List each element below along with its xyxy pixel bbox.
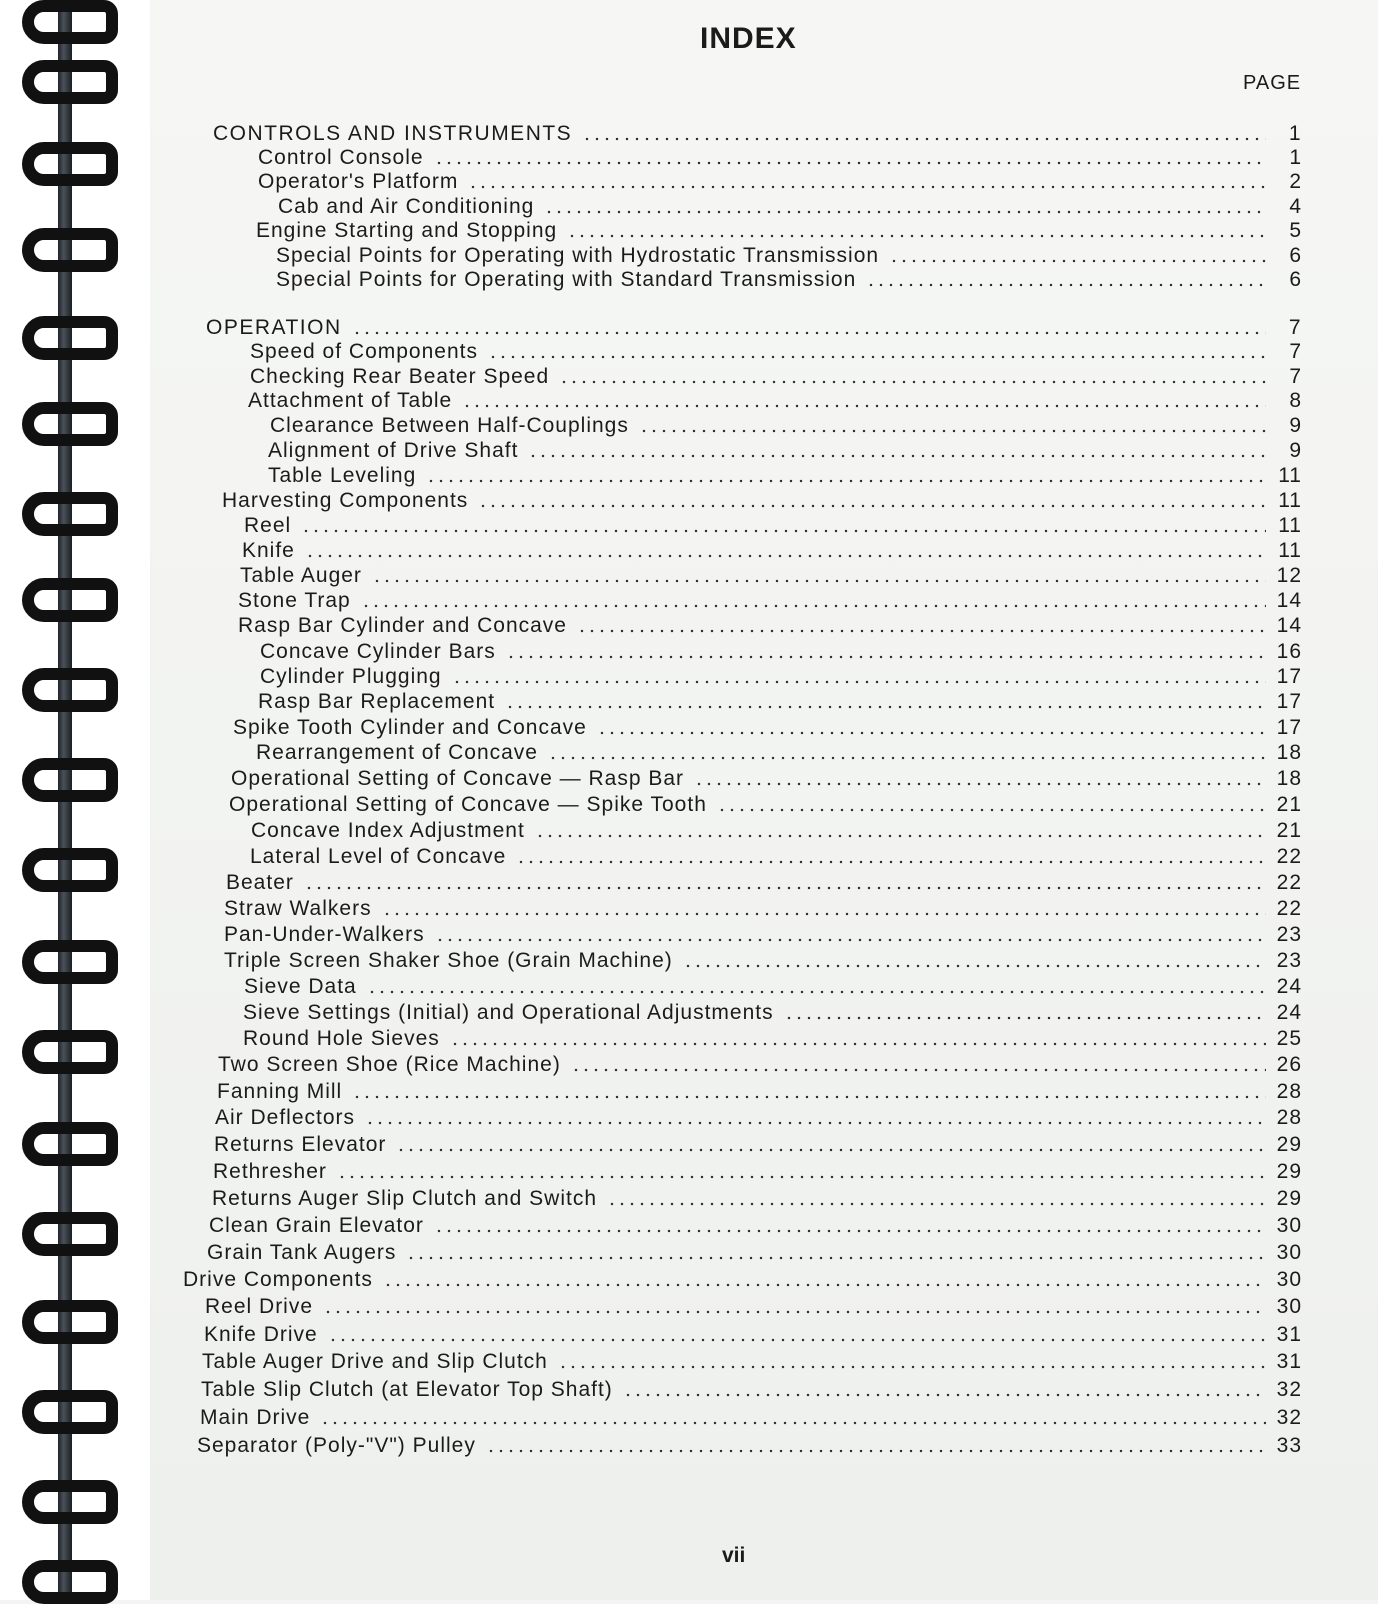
toc-entry-page: 4 [1289,195,1302,218]
toc-entry-label: Rethresher [213,1160,327,1183]
toc-entry [207,1241,1302,1265]
toc-entry-page: 11 [1278,514,1302,537]
binding-loop [22,1212,118,1256]
dot-leader [488,355,1266,359]
toc-entry-page: 7 [1289,365,1302,388]
toc-entry-page: 23 [1276,923,1302,946]
toc-entry-page: 17 [1276,716,1302,739]
toc-entry-label: Operational Setting of Concave — Spike Tooth [229,793,707,816]
dot-leader [450,1042,1266,1046]
toc-entry-page: 16 [1276,640,1302,663]
toc-entry [238,614,1302,638]
toc-entry-label: Special Points for Operating with Hydrostatic Transmission [276,244,880,267]
toc-entry-page: 28 [1276,1106,1302,1129]
toc-entry-label: Control Console [258,146,424,169]
toc-entry-page: 28 [1276,1080,1302,1103]
toc-entry-page: 11 [1278,539,1302,562]
toc-entry-label: Separator (Poly-"V") Pulley [197,1434,476,1457]
toc-entry [224,897,1302,921]
toc-entry [258,170,1302,194]
dot-leader [478,504,1266,508]
toc-entry-label: Grain Tank Augers [207,1241,397,1264]
toc-entry [197,1434,1302,1458]
dot-leader [505,705,1266,709]
dot-leader [382,912,1266,916]
dot-leader [462,404,1266,408]
toc-entry [258,690,1302,714]
toc-entry [226,871,1302,895]
toc-entry-label: Returns Elevator [214,1133,387,1156]
spiral-binding [0,0,150,1600]
toc-entry [243,1001,1302,1025]
dot-leader [301,529,1266,533]
binding-loop [22,940,118,984]
toc-entry-page: 18 [1276,767,1302,790]
toc-entry-page: 6 [1289,244,1302,267]
toc-entry-label: Main Drive [200,1406,311,1429]
toc-entry-label: Spike Tooth Cylinder and Concave [233,716,587,739]
toc-entry-label: Pan-Under-Walkers [224,923,425,946]
dot-leader [486,1449,1266,1453]
toc-entry-label: Harvesting Components [222,489,469,512]
toc-entry-page: 5 [1289,219,1302,242]
toc-entry [256,219,1302,243]
dot-leader [434,161,1266,165]
toc-entry-page: 11 [1278,489,1302,512]
toc-entry [218,1053,1302,1077]
toc-entry [201,1378,1302,1402]
dot-leader [597,731,1266,735]
toc-entry [270,414,1302,438]
dot-leader [558,1365,1266,1369]
toc-entry [222,489,1302,513]
toc-entry-label: Sieve Data [244,975,357,998]
toc-entry [268,439,1302,463]
toc-entry [250,340,1302,364]
dot-leader [434,1229,1266,1233]
toc-entry-page: 14 [1276,614,1302,637]
binding-loop [22,1300,118,1344]
toc-entry-page: 17 [1276,690,1302,713]
toc-entry-label: Sieve Settings (Initial) and Operational Adjustments [243,1001,774,1024]
binding-loop [22,1122,118,1166]
toc-entry [242,539,1302,563]
toc-entry-label: Fanning Mill [217,1080,343,1103]
toc-entry [212,1187,1302,1211]
dot-leader [866,283,1266,287]
toc-entry [224,923,1302,947]
toc-entry-label: CONTROLS AND INSTRUMENTS [213,122,573,145]
toc-entry-page: 22 [1276,871,1302,894]
toc-entry-label: Concave Index Adjustment [251,819,525,842]
toc-entry [213,122,1302,146]
dot-leader [784,1016,1266,1020]
toc-entry-label: Lateral Level of Concave [250,845,507,868]
toc-entry [229,793,1302,817]
dot-leader [683,964,1266,968]
toc-entry-page: 24 [1276,975,1302,998]
toc-entry-page: 31 [1276,1323,1302,1346]
dot-leader [304,886,1266,890]
toc-entry-label: Alignment of Drive Shaft [268,439,519,462]
dot-leader [506,655,1266,659]
toc-entry [202,1350,1302,1374]
dot-leader [548,756,1266,760]
dot-leader [535,834,1266,838]
toc-entry-page: 31 [1276,1350,1302,1373]
binding-loop [22,1030,118,1074]
dot-leader [352,1095,1266,1099]
binding-loop [22,316,118,360]
toc-entry [278,195,1302,219]
toc-entry-page: 32 [1276,1406,1302,1429]
toc-entry [276,244,1302,268]
toc-entry [183,1268,1302,1292]
dot-leader [352,331,1266,335]
toc-entry-label: Triple Screen Shaker Shoe (Grain Machine) [224,949,673,972]
dot-leader [623,1393,1266,1397]
dot-leader [577,629,1266,633]
toc-entry-label: Table Slip Clutch (at Elevator Top Shaft) [201,1378,613,1401]
toc-entry-page: 7 [1288,316,1302,339]
dot-leader [889,259,1266,263]
toc-entry-page: 23 [1276,949,1302,972]
toc-entry-page: 18 [1276,741,1302,764]
toc-entry-page: 29 [1276,1187,1302,1210]
dot-leader [468,185,1266,189]
toc-entry [260,665,1302,689]
toc-entry-label: Operator's Platform [258,170,459,193]
toc-entry-page: 1 [1288,122,1302,145]
dot-leader [372,579,1266,583]
dot-leader [361,604,1266,608]
toc-entry-label: Drive Components [183,1268,373,1291]
toc-entry [251,819,1302,843]
dot-leader [717,808,1266,812]
toc-entry-label: Table Auger Drive and Slip Clutch [202,1350,548,1373]
dot-leader [452,680,1266,684]
toc-entry-page: 17 [1276,665,1302,688]
toc-entry-label: Rasp Bar Replacement [258,690,496,713]
toc-entry [268,464,1302,488]
dot-leader [396,1148,1266,1152]
dot-leader [383,1283,1266,1287]
toc-entry [243,1027,1302,1051]
toc-entry-page: 9 [1289,439,1302,462]
toc-entry [276,268,1302,292]
binding-loop [22,668,118,712]
toc-entry-label: Reel Drive [205,1295,314,1318]
toc-entry-label: Speed of Components [250,340,478,363]
toc-entry-label: Special Points for Operating with Standard Transmission [276,268,857,291]
toc-entry-page: 24 [1276,1001,1302,1024]
dot-leader [694,782,1266,786]
dot-leader [582,137,1266,141]
dot-leader [337,1175,1266,1179]
binding-loop [22,848,118,892]
toc-entry-label: Straw Walkers [224,897,372,920]
binding-loop [22,578,118,622]
toc-entry-label: Reel [244,514,292,537]
toc-entry-page: 11 [1278,464,1302,487]
dot-leader [639,429,1266,433]
toc-entry-label: Knife Drive [204,1323,318,1346]
binding-loop [22,0,118,44]
toc-entry-label: Concave Cylinder Bars [260,640,496,663]
dot-leader [435,938,1266,942]
dot-leader [328,1338,1266,1342]
toc-entry-page: 30 [1276,1268,1302,1291]
toc-entry-label: Cylinder Plugging [260,665,442,688]
toc-entry-page: 2 [1289,170,1302,193]
toc-entry [244,975,1302,999]
toc-entry-page: 29 [1276,1133,1302,1156]
dot-leader [320,1421,1266,1425]
dot-leader [406,1256,1266,1260]
toc-entry-label: Rasp Bar Cylinder and Concave [238,614,567,637]
toc-entry-page: 26 [1276,1053,1302,1076]
toc-entry-label: Round Hole Sieves [243,1027,440,1050]
toc-entry-label: Knife [242,539,295,562]
toc-entry [205,1295,1302,1319]
toc-entry-label: Checking Rear Beater Speed [250,365,550,388]
toc-entry-page: 21 [1276,793,1302,816]
toc-entry-page: 9 [1289,414,1302,437]
toc-entry-label: Rearrangement of Concave [256,741,538,764]
toc-entry-page: 32 [1276,1378,1302,1401]
toc-entry-label: Two Screen Shoe (Rice Machine) [218,1053,561,1076]
toc-entry-page: 12 [1276,564,1302,587]
toc-entry-page: 29 [1276,1160,1302,1183]
toc-entry-page: 21 [1276,819,1302,842]
toc-entry [206,316,1302,340]
toc-entry-page: 30 [1276,1241,1302,1264]
dot-leader [323,1310,1266,1314]
dot-leader [365,1121,1266,1125]
toc-entry-page: 30 [1276,1295,1302,1318]
binding-loop [22,1480,118,1524]
toc-entry-label: Cab and Air Conditioning [278,195,535,218]
binding-loop [22,1560,118,1604]
page-column-heading: PAGE [1243,72,1302,94]
toc-entry [250,365,1302,389]
toc-entry-page: 7 [1289,340,1302,363]
binding-loop [22,1390,118,1434]
toc-entry-page: 25 [1276,1027,1302,1050]
toc-entry-page: 33 [1276,1434,1302,1457]
page-number: vii [722,1544,746,1567]
binding-loop [22,492,118,536]
toc-entry [217,1080,1302,1104]
toc-entry-label: Returns Auger Slip Clutch and Switch [212,1187,598,1210]
toc-entry-page: 6 [1289,268,1302,291]
toc-entry [258,146,1302,170]
toc-entry-page: 30 [1276,1214,1302,1237]
toc-entry [213,1160,1302,1184]
toc-entry-label: Beater [226,871,294,894]
dot-leader [426,479,1266,483]
toc-entry-page: 1 [1289,146,1302,169]
toc-entry-label: Engine Starting and Stopping [256,219,558,242]
toc-entry [256,741,1302,765]
binding-loop [22,402,118,446]
toc-entry [209,1214,1302,1238]
dot-leader [559,380,1266,384]
toc-entry [238,589,1302,613]
dot-leader [367,990,1266,994]
toc-entry-page: 8 [1289,389,1302,412]
toc-entry [248,389,1302,413]
toc-entry [233,716,1302,740]
toc-entry [204,1323,1302,1347]
toc-entry [224,949,1302,973]
dot-leader [544,210,1266,214]
document-title: INDEX [700,22,797,55]
toc-entry [250,845,1302,869]
toc-entry-label: Table Leveling [268,464,417,487]
toc-entry [231,767,1302,791]
toc-entry [200,1406,1302,1430]
dot-leader [528,454,1266,458]
binding-loop [22,758,118,802]
toc-entry-label: Stone Trap [238,589,351,612]
toc-entry-page: 22 [1276,845,1302,868]
toc-entry [214,1133,1302,1157]
dot-leader [567,234,1266,238]
dot-leader [516,860,1266,864]
binding-loop [22,228,118,272]
toc-entry-label: Clearance Between Half-Couplings [270,414,629,437]
dot-leader [607,1202,1266,1206]
toc-entry-label: OPERATION [206,316,342,339]
toc-entry [244,514,1302,538]
toc-entry-label: Table Auger [240,564,362,587]
dot-leader [571,1068,1266,1072]
toc-entry [260,640,1302,664]
toc-entry [215,1106,1302,1130]
toc-entry-label: Clean Grain Elevator [209,1214,424,1237]
binding-loop [22,60,118,104]
dot-leader [305,554,1266,558]
toc-entry-label: Attachment of Table [248,389,453,412]
toc-entry [240,564,1302,588]
toc-entry-page: 22 [1276,897,1302,920]
toc-entry-label: Air Deflectors [215,1106,356,1129]
toc-entry-page: 14 [1276,589,1302,612]
binding-loop [22,142,118,186]
toc-entry-label: Operational Setting of Concave — Rasp Bar [231,767,685,790]
